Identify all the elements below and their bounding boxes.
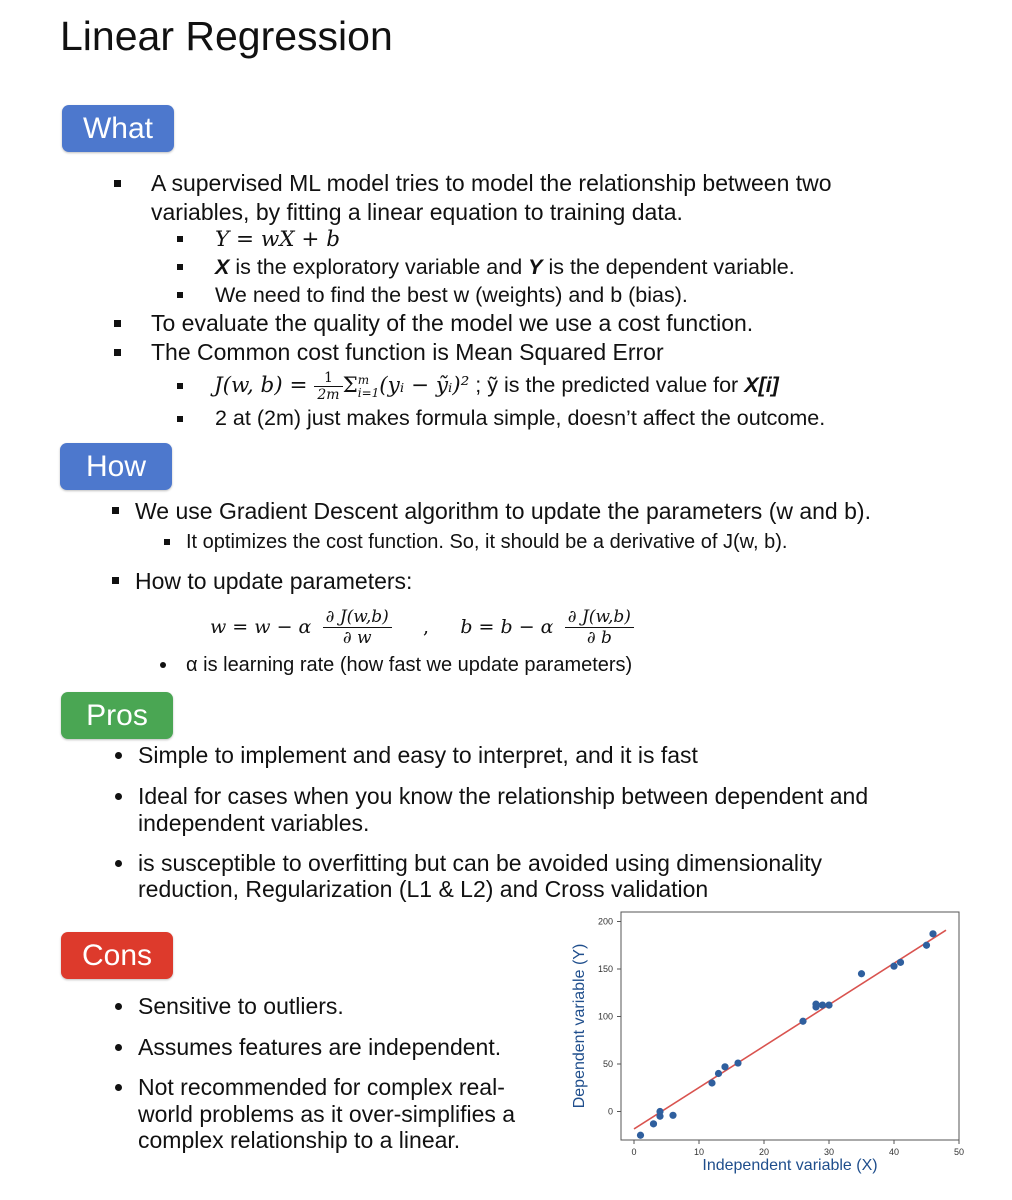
data-point — [721, 1063, 728, 1070]
y-tick-label: 150 — [597, 964, 613, 974]
linear-equation: Y = wX + b — [215, 227, 341, 252]
bullet-dot — [160, 662, 166, 668]
pros-item-1: Simple to implement and easy to interpret, and it is fast — [138, 742, 698, 768]
cost-function-formula: J(w, b) = $\frac{1}{2m}$ Σ m i=1 (yᵢ − ỹᵢ)² ; ỹ is the predicted value for X[i] — [214, 370, 779, 403]
data-point — [812, 1001, 819, 1008]
cons-item-3-line-2: world problems as it over-simplifies a — [138, 1101, 516, 1127]
data-point — [656, 1108, 663, 1115]
data-point — [929, 930, 936, 937]
how-badge: How — [60, 443, 172, 490]
bullet-square — [177, 264, 183, 270]
bullet-dot — [115, 1044, 122, 1051]
cons-item-3-line-1: Not recommended for complex real- — [138, 1074, 505, 1100]
pros-badge: Pros — [61, 692, 173, 739]
data-point — [669, 1112, 676, 1119]
x-tick-label: 20 — [758, 1147, 770, 1157]
bullet-dot — [115, 793, 122, 800]
bullet-square — [177, 383, 183, 389]
bullet-square — [114, 180, 121, 187]
bullet-square — [177, 292, 183, 298]
bullet-dot — [115, 860, 122, 867]
data-point — [650, 1120, 657, 1127]
data-point — [734, 1059, 741, 1066]
bullet-square — [164, 539, 170, 545]
x-axis-label: Independent variable (X) — [702, 1157, 878, 1174]
data-point — [715, 1070, 722, 1077]
data-point — [890, 963, 897, 970]
data-point — [819, 1002, 826, 1009]
scatter-plot-chart — [566, 906, 966, 1188]
bullet-square — [177, 416, 183, 422]
how-bullet-2: How to update parameters: — [135, 568, 413, 594]
how-bullet-1: We use Gradient Descent algorithm to update the parameters (w and b). — [135, 498, 871, 524]
how-sub-1: It optimizes the cost function. So, it should be a derivative of J(w, b). — [186, 531, 788, 553]
page-title: Linear Regression — [60, 13, 393, 59]
what-badge: What — [62, 105, 174, 152]
bullet-dot — [115, 1003, 122, 1010]
bullet-square — [177, 236, 183, 242]
data-point — [708, 1079, 715, 1086]
x-tick-label: 30 — [823, 1147, 835, 1157]
cons-item-3-line-3: complex relationship to a linear. — [138, 1127, 461, 1153]
bullet-square — [114, 349, 121, 356]
gradient-update-formulas: w = w − α $\frac{\partial J(w,b)}{\partial w}$ , b = b − α $\frac{\partial J(w,b)}{\partial b}$ — [210, 606, 634, 649]
y-tick-label: 0 — [607, 1106, 613, 1117]
pros-item-2-line-1: Ideal for cases when you know the relationship between dependent and — [138, 783, 869, 809]
pros-item-3-line-1: is susceptible to overfitting but can be avoided using dimensionality — [138, 850, 823, 876]
pros-item-3-line-2: reduction, Regularization (L1 & L2) and Cross validation — [138, 876, 709, 902]
y-tick-label: 100 — [597, 1011, 613, 1022]
cons-item-1: Sensitive to outliers. — [138, 993, 344, 1019]
two-m-note: 2 at (2m) just makes formula simple, doesn’t affect the outcome. — [215, 406, 826, 430]
what-bullet-1-line-2: variables, by fitting a linear equation to training data. — [151, 199, 683, 225]
data-point — [897, 959, 904, 966]
y-tick-label: 50 — [602, 1059, 613, 1069]
x-tick-label: 10 — [693, 1147, 705, 1157]
x-tick-label: 40 — [888, 1147, 900, 1157]
cons-item-2: Assumes features are independent. — [138, 1034, 502, 1060]
variables-definition: X is the exploratory variable and Y is the dependent variable. — [215, 255, 795, 279]
x-tick-label: 50 — [953, 1147, 965, 1157]
what-bullet-2: To evaluate the quality of the model we use a cost function. — [151, 310, 754, 336]
data-point — [637, 1132, 644, 1139]
y-axis-label: Dependent variable (Y) — [571, 943, 588, 1109]
what-bullet-1-line-1: A supervised ML model tries to model the relationship between two — [151, 170, 832, 196]
bullet-square — [112, 507, 119, 514]
what-bullet-3: The Common cost function is Mean Squared Error — [151, 339, 664, 365]
bullet-dot — [115, 1084, 122, 1091]
data-point — [923, 942, 930, 949]
bullet-square — [112, 577, 119, 584]
weights-bias-note: We need to find the best w (weights) and b (bias). — [215, 283, 688, 307]
data-point — [858, 970, 865, 977]
data-point — [825, 1002, 832, 1009]
x-tick-label: 0 — [631, 1147, 637, 1157]
pros-item-2-line-2: independent variables. — [138, 810, 370, 836]
data-point — [799, 1018, 806, 1025]
learning-rate-note: α is learning rate (how fast we update parameters) — [186, 654, 633, 676]
cons-badge: Cons — [61, 932, 173, 979]
y-tick-label: 200 — [597, 916, 613, 927]
bullet-dot — [115, 752, 122, 759]
bullet-square — [114, 320, 121, 327]
